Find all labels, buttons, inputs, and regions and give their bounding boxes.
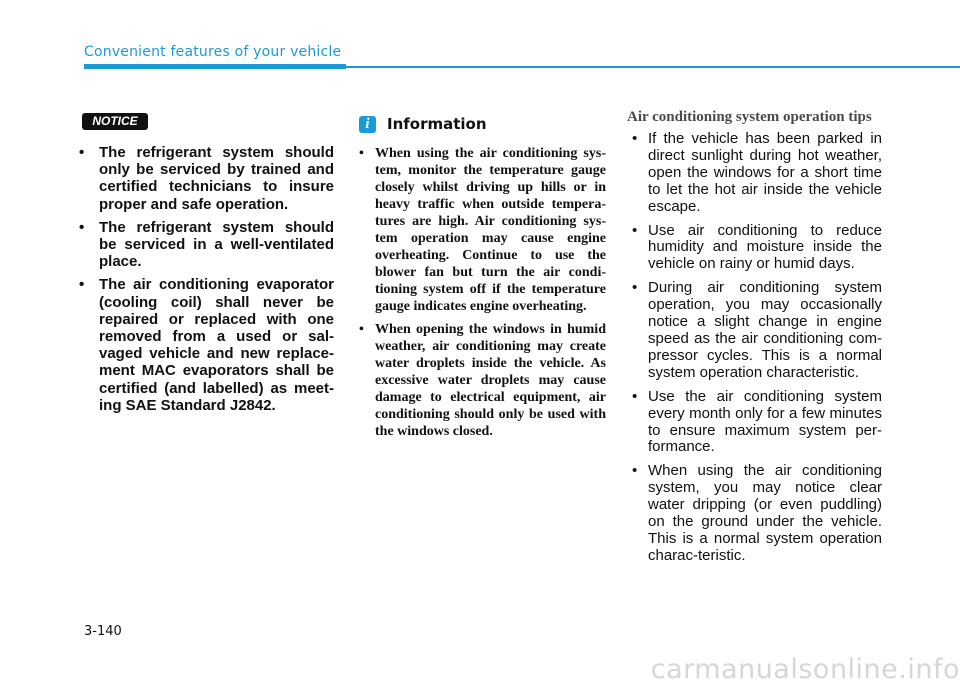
tips-item: • When using the air conditioning system, you may notice clear water dripping (or even puddling) on the ground under the vehicle. This is a normal system operation charac-teristic. — [632, 462, 882, 564]
tips-item: • If the vehicle has been parked in direct sunlight during hot weather, open the windows for a short time to let the hot air inside the vehicle escape. — [632, 130, 882, 215]
header-rule-thick — [84, 64, 346, 69]
page-number: 3-140 — [84, 624, 122, 639]
bullet-icon: • — [632, 462, 638, 480]
bullet-icon: • — [79, 218, 85, 236]
info-icon: i — [359, 116, 376, 133]
bullet-icon: • — [632, 221, 638, 239]
information-list — [354, 145, 606, 440]
section-title: Convenient features of your vehicle — [84, 44, 342, 60]
information-item: • When using the air conditioning sys-tem, monitor the temperature gauge closely whilst driving up hills or in heavy traffic when outside tempera-tures are high. Air conditioning sys-tem operation may cause engine overheating. Continue to use the blower fan but turn the air condi-tioning system off if the temperature gauge indicates engine overheating. — [359, 146, 606, 314]
bullet-icon: • — [632, 130, 638, 147]
watermark: carmanualsonline.info — [650, 654, 960, 685]
notice-item: • The refrigerant system should be serviced in a well-ventilated place. — [79, 218, 334, 271]
information-title: Information — [387, 115, 487, 133]
header-rule-thin — [346, 66, 960, 68]
bullet-icon: • — [79, 276, 85, 294]
bullet-icon: • — [359, 146, 364, 161]
information-column — [354, 113, 606, 446]
notice-list — [76, 144, 334, 414]
bullet-icon: • — [632, 387, 638, 405]
tips-item: • Use air conditioning to reduce humidity and moisture inside the vehicle on rainy or humid days. — [632, 221, 882, 273]
tips-list — [627, 131, 882, 565]
notice-item: • The air conditioning evaporator (cooling coil) shall never be repaired or replaced with one removed from a used or sal-vaged vehicle and new replace-ment MAC evaporators shall be certified (and labelled) as meet-ing SAE Standard J2842. — [79, 276, 334, 414]
information-item: • When opening the windows in humid weather, air conditioning may create water droplets inside the vehicle. As excessive water droplets may cause damage to electrical equipment, air conditioning should only be used with the windows closed. — [359, 322, 606, 439]
bullet-icon: • — [359, 322, 364, 337]
notice-column — [76, 144, 334, 420]
information-header — [354, 113, 606, 135]
notice-badge: NOTICE — [82, 113, 148, 130]
tips-item: • During air conditioning system operation, you may occasionally notice a slight change in engine speed as the air conditioning com-pressor cycles. This is a normal system operation characteristic. — [632, 279, 882, 381]
bullet-icon: • — [632, 279, 638, 297]
bullet-icon: • — [79, 144, 85, 161]
tips-column — [627, 109, 882, 572]
notice-item: • The refrigerant system should only be serviced by trained and certified technicians to insure proper and safe operation. — [79, 144, 334, 213]
tips-title: Air conditioning system operation tips — [627, 109, 872, 125]
tips-item: • Use the air conditioning system every month only for a few minutes to ensure maximum system per-formance. — [632, 387, 882, 456]
